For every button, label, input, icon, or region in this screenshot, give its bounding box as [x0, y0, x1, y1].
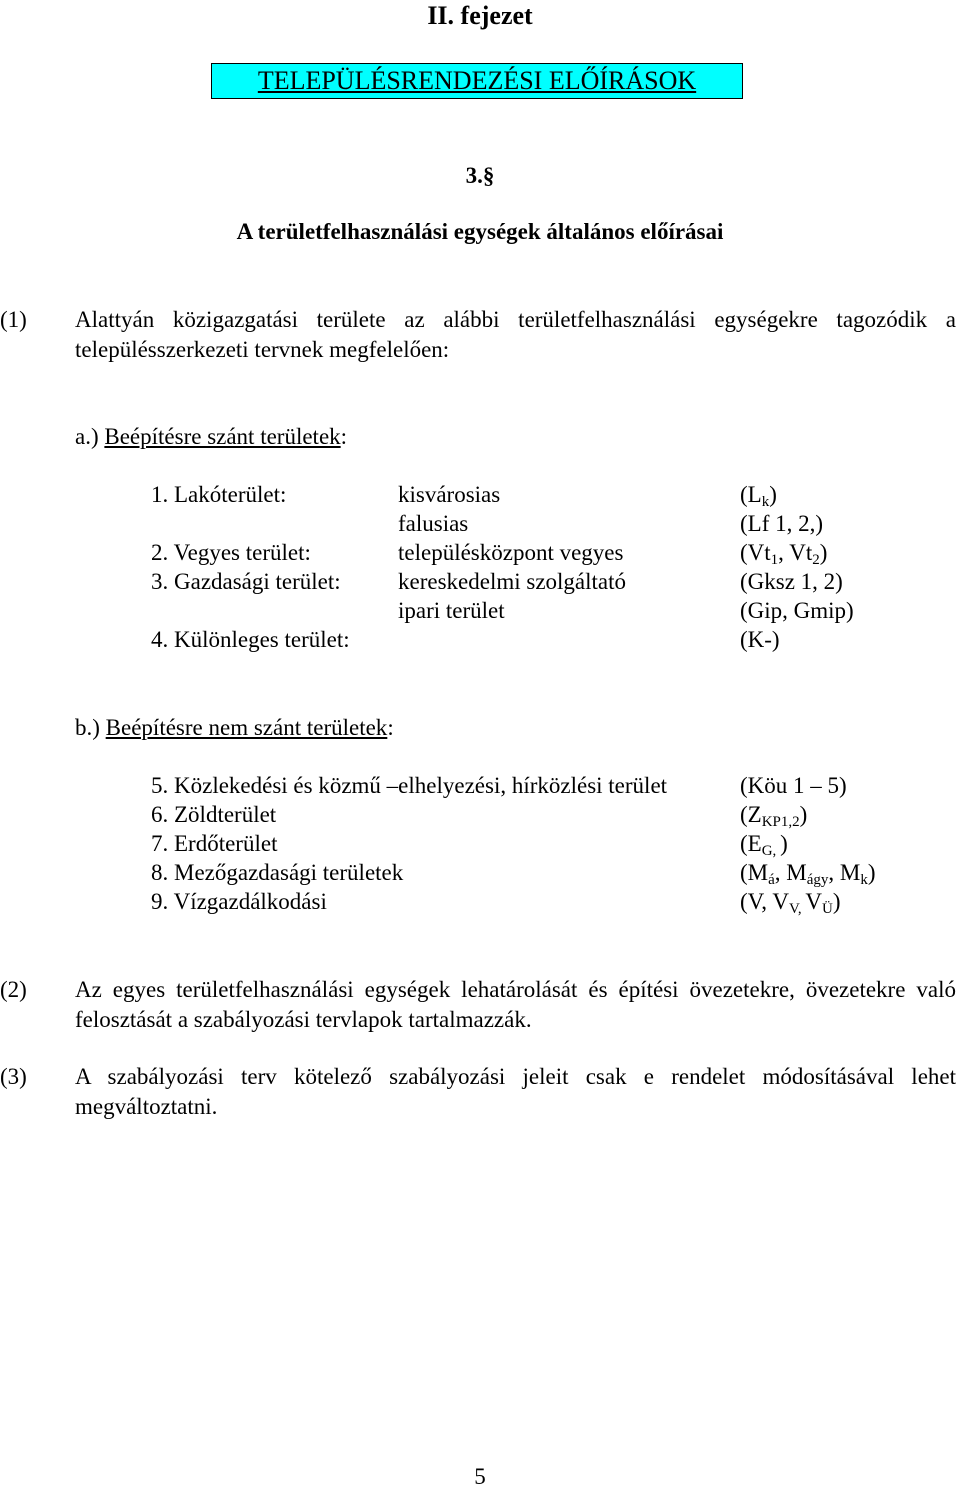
zone-code: (K-) [740, 627, 780, 652]
land-use-row: 6. Zöldterület $(Z_{KP1,2})$ [151, 802, 808, 830]
land-use-row: ipari terület (Gip, Gmip) [398, 598, 854, 623]
land-use-row: 7. Erdőterület ($E_{G,}$ ) [151, 831, 788, 859]
paragraph-text: A szabályozási terv kötelező szabályozási jeleit csak e rendelet módosításával lehet megváltoztatni. [75, 1064, 956, 1119]
zone-code: ($M_á$, $M_{ágy}$, $M_k$) [740, 860, 876, 888]
chapter-heading: II. fejezet [427, 1, 533, 30]
paragraph-2 [0, 975, 956, 1035]
land-use-row: 2. Vegyes terület: településközpont vegyes ($Vt_1$, $Vt_2$) [151, 540, 828, 568]
zone-code: (Lf 1, 2,) [740, 511, 824, 536]
zone-code: ($Vt_1$, $Vt_2$) [740, 540, 828, 568]
land-use-row: 9. Vízgazdálkodási (V, $V_{V,}$ $V_Ü$) [151, 889, 841, 917]
land-use-row: 1. Lakóterület: kisvárosias $(L_k)$ [151, 482, 777, 510]
land-use-row: 3. Gazdasági terület: kereskedelmi szolgáltató (Gksz 1, 2) [151, 569, 843, 594]
land-use-row: 4. Különleges terület: (K-) [151, 627, 780, 652]
page-number: 5 [474, 1464, 486, 1489]
zone-code: (Gksz 1, 2) [740, 569, 843, 594]
zone-code: $(Z_{KP1,2})$ [740, 802, 808, 830]
paragraph-number: (2) [0, 977, 27, 1002]
section-number: 3.§ [465, 163, 495, 188]
group-b-heading: b.) Beépítésre nem szánt területek: [75, 715, 394, 740]
paragraph-3 [0, 1062, 956, 1122]
zone-code: (Köu 1 – 5) [740, 773, 847, 798]
land-use-row: 8. Mezőgazdasági területek ($M_á$, $M_{ágy}$, $M_k$) [151, 860, 876, 888]
paragraph-number: (3) [0, 1064, 27, 1089]
zone-code: (Gip, Gmip) [740, 598, 854, 623]
land-use-row: 5. Közlekedési és közmű –elhelyezési, hírközlési terület (Köu 1 – 5) [151, 773, 847, 798]
zone-code: $(L_k)$ [740, 482, 777, 510]
group-a-heading: a.) Beépítésre szánt területek: [75, 424, 348, 449]
paragraph-text: Alattyán közigazgatási területe az alábbi területfelhasználási egységekre tagozódik a településszerkezeti tervnek megfelelően: [75, 307, 956, 362]
regulations-title: TELEPÜLÉSRENDEZÉSI ELŐÍRÁSOK [211, 63, 743, 99]
land-use-row: falusias (Lf 1, 2,) [398, 511, 824, 536]
zone-code: ($E_{G,}$ ) [740, 831, 788, 859]
zone-code: (V, $V_{V,}$ $V_Ü$) [740, 889, 841, 917]
paragraph-text: Az egyes területfelhasználási egységek lehatárolását és építési övezetekre, övezetekre való felosztását a szabályozási tervlapok tartalmazzák. [75, 977, 956, 1032]
paragraph-1 [0, 305, 956, 365]
section-title: A területfelhasználási egységek általános előírásai [236, 219, 724, 244]
paragraph-number: (1) [0, 307, 27, 332]
